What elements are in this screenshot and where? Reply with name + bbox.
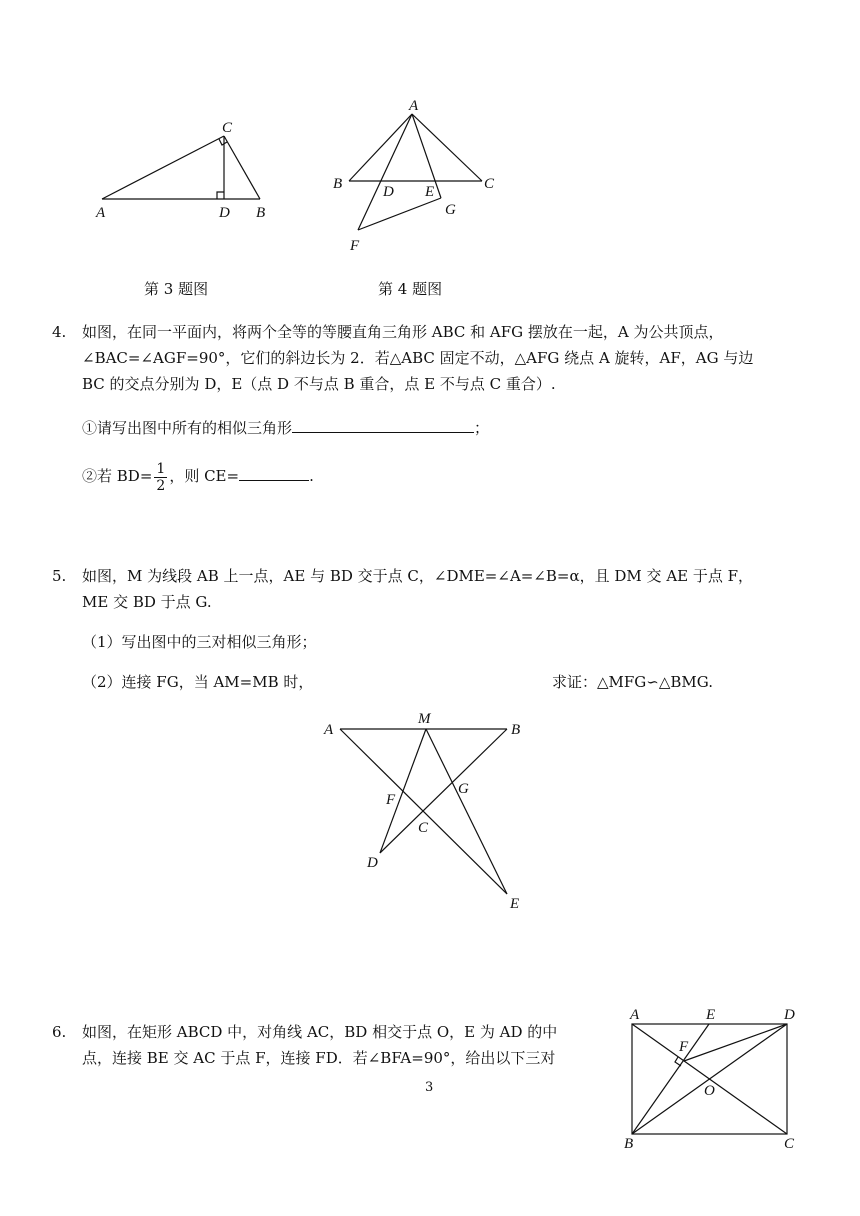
q4-line-2: ∠BAC=∠AGF=90°，它们的斜边长为 2．若△ABC 固定不动，△AFG 绕点 A 旋转，AF，AG 与边 [82,349,754,367]
segment-ME [426,729,507,894]
q4-sub2-prompt: ②若 BD= [82,467,153,485]
label-G: G [458,781,469,797]
label-F: F [386,792,396,808]
label-O: O [704,1083,715,1099]
label-E: E [706,1007,716,1023]
label-B: B [333,176,343,192]
page-number: 3 [425,1080,434,1095]
q5-line-2: ME 交 BD 于点 G. [82,593,212,611]
q4-sub2 [82,458,314,494]
label-F: F [679,1039,689,1055]
label-E: E [425,184,435,200]
q6-line-1: 如图，在矩形 ABCD 中，对角线 AC，BD 相交于点 O，E 为 AD 的中 [82,1023,558,1041]
right-angle-D [217,192,224,199]
figure-4 [325,92,515,257]
q5-line-1: 如图，M 为线段 AB 上一点，AE 与 BD 交于点 C，∠DME=∠A=∠B=α，且 DM 交 AE 于点 F， [82,567,754,585]
label-M: M [418,711,431,727]
q5-sub2-left: （2）连接 FG，当 AM=MB 时， [82,673,314,691]
label-C: C [222,120,233,136]
q4-line-3: BC 的交点分别为 D，E（点 D 不与点 B 重合，点 E 不与点 C 重合）. [82,375,556,393]
segment-AC [412,114,482,181]
label-A: A [324,722,334,738]
q4-sub2-mid: ，则 CE= [169,467,240,485]
q4-sub1-end: ； [474,419,490,437]
label-D: D [383,184,394,200]
q6-number: 6. [52,1023,67,1041]
label-D: D [367,855,378,871]
segment-CB [224,136,260,199]
label-C: C [418,820,429,836]
label-C: C [484,176,495,192]
q4-line-1: 如图，在同一平面内，将两个全等的等腰直角三角形 ABC 和 AFG 摆放在一起，A 为公共顶点， [82,323,724,341]
segment-BD [380,729,507,853]
fraction-denominator: 2 [156,477,166,494]
label-D: D [784,1007,795,1023]
label-B: B [624,1136,634,1152]
q4-sub1-answer-blank[interactable] [292,416,474,433]
label-B: B [256,205,266,221]
figure-5 [320,706,540,916]
segment-FD [684,1024,787,1061]
q6-line-2: 点，连接 BE 交 AC 于点 F，连接 FD．若∠BFA=90°，给出以下三对 [82,1049,556,1067]
segment-AC [102,136,224,199]
label-A: A [630,1007,640,1023]
label-C: C [784,1136,795,1152]
q5-number: 5. [52,567,67,585]
q4-sub2-end: . [309,467,314,485]
figure-3 [90,112,280,222]
label-F: F [350,238,360,254]
q4-number: 4. [52,323,67,341]
figure-6 [620,1002,810,1156]
label-B: B [511,722,521,738]
segment-BE [632,1024,709,1134]
fraction-one-half [154,461,167,494]
q5-sub1: （1）写出图中的三对相似三角形； [82,633,317,651]
segment-AB [349,114,412,181]
fraction-numerator: 1 [156,460,166,477]
figure-4-caption: 第 4 题图 [378,280,443,298]
label-A: A [409,98,419,114]
label-A: A [96,205,106,221]
q4-sub1-prompt: ①请写出图中所有的相似三角形 [82,419,293,437]
label-G: G [445,202,456,218]
figure-3-caption: 第 3 题图 [144,280,209,298]
label-E: E [510,896,520,912]
q4-sub1 [82,416,489,440]
q4-sub2-answer-blank[interactable] [239,464,309,481]
q5-sub2-right: 求证：△MFG∽△BMG. [552,673,713,691]
label-D: D [219,205,230,221]
